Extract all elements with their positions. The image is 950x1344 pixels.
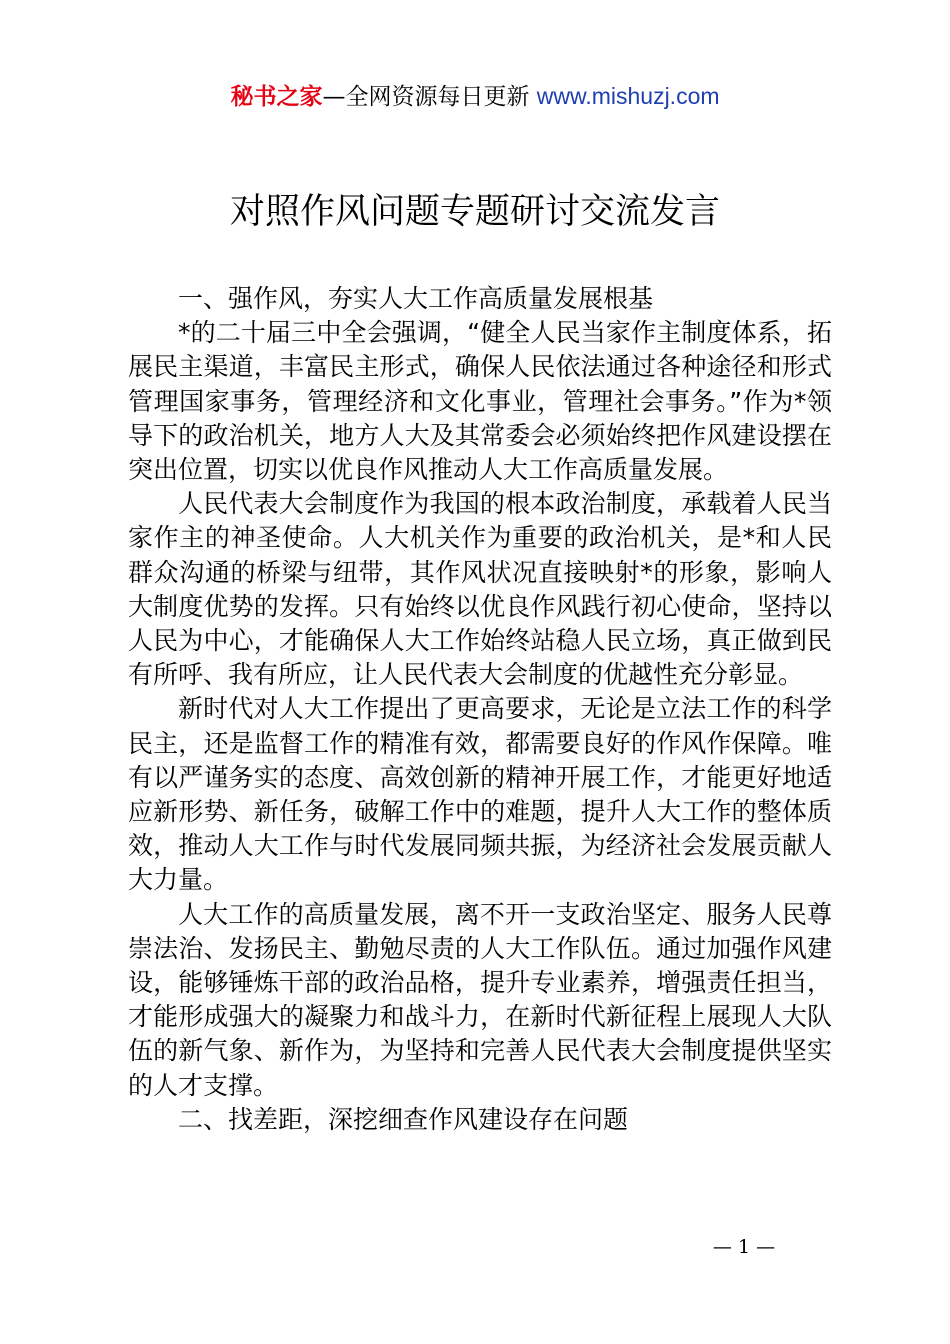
site-header xyxy=(0,80,950,113)
document-title: 对照作风问题专题研讨交流发言 xyxy=(229,192,720,232)
header-slogan: —全网资源每日更新 xyxy=(322,84,537,110)
body-paragraph: 人大工作的高质量发展，离不开一支政治坚定、服务人民尊崇法治、发扬民主、勤勉尽责的人大工作队伍。通过加强作风建设，能够锤炼干部的政治品格，提升专业素养，增强责任担当，才能形成强大的凝聚力和战斗力，在新时代新征程上展现人大队伍的新气象、新作为，为坚持和完善人民代表大会制度提供坚实的人才支撑。 xyxy=(128,899,832,1100)
section-heading-2: 二、找差距，深挖细查作风建设存在问题 xyxy=(178,1104,629,1134)
body-paragraph: *的二十届三中全会强调，“健全人民当家作主制度体系，拓展民主渠道，丰富民主形式，确保人民依法通过各种途径和形式管理国家事务，管理经济和文化事业，管理社会事务。”作为*领导下的政治机关，地方人大及其常委会必须始终把作风建设摆在突出位置，切实以优良作风推动人大工作高质量发展。 xyxy=(128,318,832,485)
header-url-link[interactable]: www.mishuzj.com xyxy=(536,83,720,109)
body-paragraph: 新时代对人大工作提出了更高要求，无论是立法工作的科学民主，还是监督工作的精准有效，都需要良好的作风作保障。唯有以严谨务实的态度、高效创新的精神开展工作，才能更好地适应新形势、新任务，破解工作中的难题，提升人大工作的整体质效，推动人大工作与时代发展同频共振，为经济社会发展贡献人大力量。 xyxy=(128,694,832,895)
header-brand: 秘书之家 xyxy=(230,84,323,110)
body-paragraph: 人民代表大会制度作为我国的根本政治制度，承载着人民当家作主的神圣使命。人大机关作为重要的政治机关，是*和人民群众沟通的桥梁与纽带，其作风状况直接映射*的形象，影响人大制度优势的发挥。只有始终以优良作风践行初心使命，坚持以人民为中心，才能确保人大工作始终站稳人民立场，真正做到民有所呼、我有所应，让人民代表大会制度的优越性充分彰显。 xyxy=(128,489,832,690)
page-number: — 1 — xyxy=(712,1236,776,1258)
document-body xyxy=(128,282,832,1137)
section-heading-1: 一、强作风，夯实人大工作高质量发展根基 xyxy=(178,284,654,313)
